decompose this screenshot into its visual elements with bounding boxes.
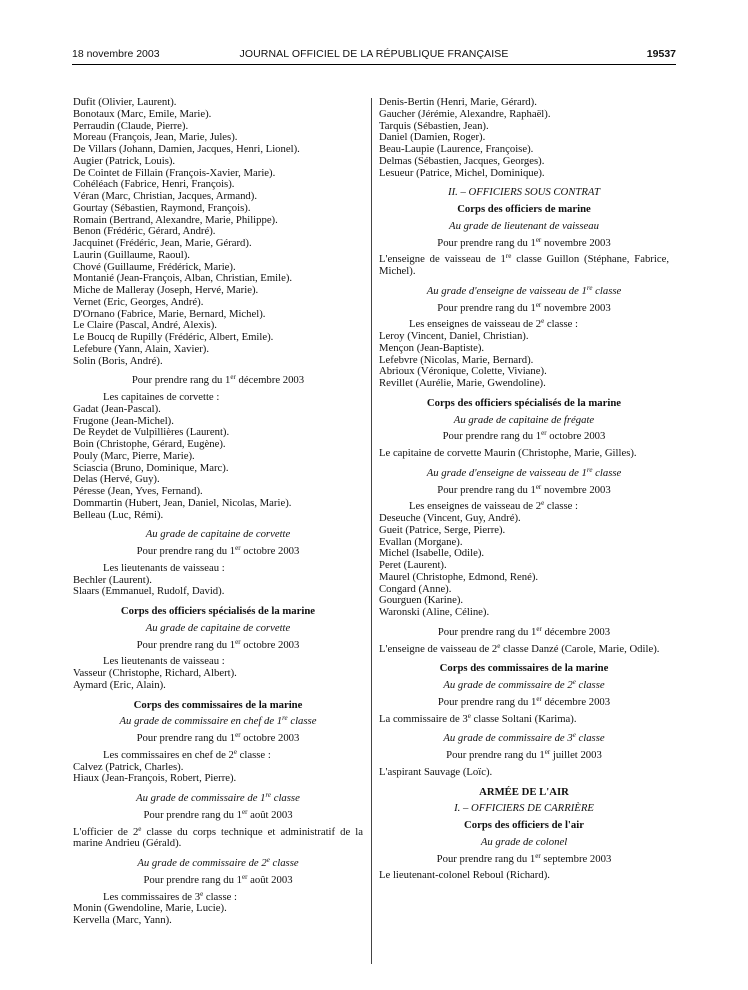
left-column: [73, 97, 363, 927]
grade-heading: [379, 465, 669, 480]
text-segment: Pour prendre rang du 1: [446, 749, 545, 761]
text-segment: Pour prendre rang du 1: [131, 374, 231, 387]
text-segment: Pour prendre rang du 1: [437, 301, 536, 314]
text-segment: classe: [575, 679, 605, 691]
issue-date: 18 novembre 2003: [72, 48, 160, 60]
text-segment: Pour prendre rang du 1: [136, 545, 236, 557]
name-list: [73, 404, 363, 522]
name-list: [73, 97, 363, 367]
text-segment: août 2003: [247, 808, 293, 821]
page-header: [72, 48, 676, 64]
text-segment: décembre 2003: [541, 695, 611, 708]
name-list: [379, 331, 669, 390]
text-segment: classe: [575, 732, 605, 745]
text-segment: septembre 2003: [540, 852, 612, 865]
column-divider: [371, 98, 372, 964]
promotion-entry: Le capitaine de corvette Maurin (Christophe, Marie, Gilles).: [379, 447, 637, 459]
list-item: Evallan (Morgane).: [379, 535, 463, 548]
list-item: Vasseur (Christophe, Richard, Albert).: [73, 667, 237, 679]
ordinal-superscript: er: [535, 851, 541, 860]
text-segment: Pour prendre rang du 1: [136, 732, 236, 744]
rank-date-line: [73, 637, 363, 652]
grade-heading: [379, 733, 669, 745]
list-item: Boin (Christophe, Gérard, Eugène).: [73, 438, 226, 450]
ordinal-superscript: e: [467, 711, 471, 720]
corps-heading: Corps des officiers de marine: [457, 203, 591, 215]
journal-title: JOURNAL OFFICIEL DE LA RÉPUBLIQUE FRANÇAISE: [239, 48, 509, 60]
list-item: Montanié (Jean-François, Alban, Christian, Emile).: [73, 272, 293, 285]
name-list: [379, 97, 669, 179]
rank-date-line: [379, 851, 669, 866]
list-item: Aymard (Eric, Alain).: [73, 678, 166, 691]
text-segment: Pour prendre rang du 1: [143, 873, 242, 886]
name-list: [73, 903, 363, 927]
list-item: Congard (Anne).: [379, 582, 452, 595]
text-segment: classe Danzé (Carole, Marie, Odile).: [500, 642, 660, 655]
text-segment: Au grade de commissaire de 2: [137, 857, 267, 869]
text-segment: Au grade de commissaire de 2: [443, 679, 573, 691]
list-item: Maurel (Christophe, Edmond, René).: [379, 570, 539, 583]
group-label: Les lieutenants de vaisseau :: [103, 561, 225, 574]
list-item: Cohéléach (Fabrice, Henri, François).: [73, 178, 235, 191]
ordinal-superscript: er: [536, 694, 542, 703]
grade-heading: Au grade de colonel: [480, 835, 568, 848]
list-item: Peret (Laurent).: [379, 559, 447, 571]
list-item: Romain (Bertrand, Alexandre, Marie, Philippe).: [73, 213, 278, 226]
corps-heading: Corps des officiers spécialisés de la marine: [426, 396, 622, 409]
text-segment: classe :: [236, 748, 271, 761]
grade-heading: [73, 793, 363, 805]
name-list: [73, 762, 363, 786]
text-segment: Pour prendre rang du 1: [437, 625, 537, 638]
corps-heading: Corps des officiers de l'air: [464, 819, 584, 831]
text-segment: classe :: [544, 318, 579, 331]
text-segment: Pour prendre rang du 1: [437, 236, 536, 249]
ordinal-superscript: er: [235, 637, 241, 646]
grade-heading: Au grade de lieutenant de vaisseau: [449, 219, 599, 232]
promotion-entry: [379, 711, 669, 726]
text-segment: classe Guillon (Stéphane, Fabrice, Michel).: [379, 253, 669, 277]
promotion-entry: [379, 641, 669, 656]
text-segment: classe du corps technique et administratif de la marine Andrieu (Gérald).: [73, 825, 364, 850]
text-segment: décembre 2003: [541, 625, 611, 638]
list-item: Lesueur (Patrice, Michel, Dominique).: [379, 166, 545, 179]
list-item: Daniel (Damien, Roger).: [379, 131, 486, 144]
ordinal-superscript: re: [282, 714, 288, 723]
rank-date-line: [379, 482, 669, 497]
ordinal-superscript: re: [505, 252, 512, 261]
ordinal-superscript: e: [572, 678, 576, 686]
text-segment: Au grade d'enseigne de vaisseau de 1: [426, 284, 587, 297]
ordinal-superscript: e: [541, 317, 545, 326]
page-number: 19537: [646, 48, 676, 60]
list-item: Benon (Frédéric, Gérard, André).: [73, 225, 216, 238]
corps-heading: Corps des commissaires de la marine: [439, 662, 609, 675]
list-item: Bechler (Laurent).: [73, 573, 152, 586]
list-item: Dufit (Olivier, Laurent).: [73, 96, 177, 108]
corps-heading: Corps des officiers spécialisés de la marine: [120, 605, 316, 617]
ordinal-superscript: er: [230, 373, 236, 382]
text-segment: Les commissaires de 3: [103, 890, 201, 903]
text-segment: Les enseignes de vaisseau de 2: [409, 318, 542, 331]
text-segment: classe: [592, 284, 622, 297]
ordinal-superscript: e: [138, 824, 142, 833]
text-segment: Au grade de commissaire de 1: [136, 792, 266, 804]
rank-date-line: [73, 546, 363, 558]
text-segment: classe :: [544, 500, 579, 513]
list-item: Bonotaux (Marc, Emile, Marie).: [73, 107, 212, 120]
right-column: [379, 97, 669, 882]
list-item: Revillet (Aurélie, Marie, Gwendoline).: [379, 377, 546, 389]
rank-date-line: [379, 750, 669, 762]
promotion-entry: L'aspirant Sauvage (Loïc).: [379, 765, 493, 778]
text-segment: octobre 2003: [546, 430, 606, 443]
list-item: Lefebure (Yann, Alain, Xavier).: [73, 342, 210, 355]
list-item: Gaucher (Jérémie, Alexandre, Raphaël).: [379, 107, 551, 120]
text-segment: Pour prendre rang du 1: [442, 430, 542, 443]
list-item: Belleau (Luc, Rémi).: [73, 508, 164, 521]
list-item: Gadat (Jean-Pascal).: [73, 402, 161, 415]
rank-date-line: [379, 624, 669, 639]
ordinal-superscript: er: [241, 807, 248, 816]
list-item: De Villars (Johann, Damien, Jacques, Henri, Lionel).: [73, 143, 300, 155]
rank-date-line: [379, 694, 669, 709]
text-segment: octobre 2003: [240, 545, 300, 557]
list-item: Delas (Hervé, Guy).: [73, 473, 160, 486]
text-segment: classe Soltani (Karima).: [470, 712, 577, 725]
ordinal-superscript: er: [541, 429, 547, 438]
ordinal-superscript: er: [535, 235, 542, 244]
text-segment: Pour prendre rang du 1: [436, 852, 536, 865]
text-segment: Pour prendre rang du 1: [437, 483, 536, 496]
list-item: Sciascia (Bruno, Dominique, Marc).: [73, 461, 229, 474]
text-segment: L'enseigne de vaisseau de 2: [379, 642, 498, 655]
text-segment: La commissaire de 3: [379, 712, 468, 725]
grade-heading: [73, 716, 363, 728]
text-segment: L'officier de 2: [73, 825, 139, 838]
ordinal-superscript: er: [544, 748, 551, 756]
promotion-entry: Le lieutenant-colonel Reboul (Richard).: [379, 869, 550, 882]
list-item: Pouly (Marc, Pierre, Marie).: [73, 449, 195, 462]
ordinal-superscript: er: [235, 731, 241, 739]
list-item: Monin (Gwendoline, Marie, Lucie).: [73, 902, 227, 915]
list-item: Slaars (Emmanuel, Rudolf, David).: [73, 585, 225, 598]
list-item: Deseuche (Vincent, Guy, André).: [379, 512, 521, 524]
text-segment: novembre 2003: [541, 236, 611, 249]
list-item: De Cointet de Fillain (François-Xavier, Marie).: [73, 166, 276, 179]
text-segment: classe :: [203, 890, 238, 903]
list-item: Calvez (Patrick, Charles).: [73, 760, 184, 773]
list-item: Augier (Patrick, Louis).: [73, 154, 176, 167]
group-label: Les lieutenants de vaisseau :: [103, 655, 225, 668]
list-item: Denis-Bertin (Henri, Marie, Gérard).: [379, 96, 537, 108]
list-item: Kervella (Marc, Yann).: [73, 914, 172, 926]
list-item: Véran (Marc, Christian, Jacques, Armand).: [73, 190, 258, 202]
ordinal-superscript: er: [241, 872, 248, 881]
rank-date-line: [73, 872, 363, 887]
name-list: [379, 513, 669, 619]
grade-heading: Au grade de capitaine de corvette: [145, 528, 291, 541]
list-item: Péresse (Jean, Yves, Fernand).: [73, 485, 203, 497]
section-heading: I. – OFFICIERS DE CARRIÈRE: [454, 802, 594, 815]
list-item: Miche de Malleray (Joseph, Hervé, Marie).: [73, 284, 259, 296]
list-item: Lefebvre (Nicolas, Marie, Bernard).: [379, 353, 534, 366]
text-segment: classe: [592, 466, 622, 479]
section-heading: II. – OFFICIERS SOUS CONTRAT: [448, 186, 600, 199]
grade-heading: [379, 283, 669, 298]
rank-date-line: [379, 431, 669, 443]
text-segment: Au grade de commissaire en chef de 1: [119, 715, 283, 728]
group-label: Les capitaines de corvette :: [103, 391, 220, 403]
list-item: Tarquis (Sébastien, Jean).: [379, 119, 489, 132]
header-rule: [72, 64, 676, 65]
list-item: Michel (Isabelle, Odile).: [379, 547, 485, 560]
list-item: Perraudin (Claude, Pierre).: [73, 119, 189, 132]
promotion-entry: [73, 824, 364, 851]
rank-date-line: [73, 807, 363, 822]
text-segment: décembre 2003: [235, 374, 305, 387]
ordinal-superscript: re: [586, 465, 593, 474]
ordinal-superscript: er: [535, 482, 542, 491]
rank-date-line: [73, 375, 363, 387]
promotion-entry: [379, 254, 669, 278]
text-segment: Au grade de commissaire de 3: [443, 732, 573, 745]
name-list: [73, 575, 363, 599]
text-segment: Pour prendre rang du 1: [143, 808, 242, 821]
name-list: [73, 668, 363, 692]
text-segment: octobre 2003: [240, 732, 300, 744]
list-item: Frugone (Jean-Michel).: [73, 414, 174, 427]
ordinal-superscript: re: [265, 791, 272, 799]
text-segment: classe: [287, 715, 317, 728]
list-item: Laurin (Guillaume, Raoul).: [73, 248, 190, 261]
text-segment: classe: [271, 792, 300, 804]
ordinal-superscript: e: [541, 499, 545, 508]
list-item: Waronski (Aline, Céline).: [379, 606, 490, 618]
list-item: Le Claire (Pascal, André, Alexis).: [73, 319, 217, 332]
text-segment: juillet 2003: [550, 749, 602, 761]
list-item: Gueit (Patrice, Serge, Pierre).: [379, 523, 506, 536]
ordinal-superscript: er: [536, 624, 542, 633]
ordinal-superscript: e: [497, 641, 501, 650]
rank-date-line: [379, 300, 669, 315]
list-item: Jacquinet (Frédéric, Jean, Marie, Gérard).: [73, 237, 252, 249]
list-item: Beau-Laupie (Laurence, Françoise).: [379, 143, 534, 155]
branch-heading: ARMÉE DE L'AIR: [479, 785, 569, 798]
group-label: [73, 747, 363, 762]
ordinal-superscript: er: [235, 544, 241, 552]
text-segment: août 2003: [247, 873, 293, 886]
list-item: Mençon (Jean-Baptiste).: [379, 341, 485, 354]
list-item: Dommartin (Hubert, Jean, Daniel, Nicolas, Marie).: [73, 496, 292, 509]
text-segment: classe: [269, 857, 299, 869]
text-segment: novembre 2003: [541, 483, 611, 496]
ordinal-superscript: re: [586, 283, 593, 292]
rank-date-line: [379, 235, 669, 250]
list-item: Delmas (Sébastien, Jacques, Georges).: [379, 154, 545, 167]
text-segment: octobre 2003: [240, 638, 300, 651]
list-item: Chové (Guillaume, Frédérick, Marie).: [73, 260, 236, 273]
grade-heading: Au grade de capitaine de corvette: [145, 621, 291, 634]
list-item: Gourguen (Karine).: [379, 594, 464, 607]
list-item: Leroy (Vincent, Daniel, Christian).: [379, 330, 529, 342]
corps-heading: Corps des commissaires de la marine: [133, 698, 303, 711]
ordinal-superscript: e: [572, 731, 576, 740]
text-segment: Les commissaires en chef de 2: [103, 748, 234, 761]
text-segment: Au grade d'enseigne de vaisseau de 1: [426, 466, 587, 479]
list-item: Gourtay (Sébastien, Raymond, François).: [73, 201, 251, 214]
ordinal-superscript: e: [233, 747, 237, 756]
grade-heading: Au grade de capitaine de frégate: [453, 413, 595, 426]
text-segment: L'enseigne de vaisseau de 1: [379, 253, 506, 266]
ordinal-superscript: er: [535, 300, 542, 309]
ordinal-superscript: e: [200, 889, 204, 898]
list-item: De Reydet de Vulpillières (Laurent).: [73, 426, 230, 439]
text-segment: Pour prendre rang du 1: [437, 695, 537, 708]
rank-date-line: [73, 733, 363, 745]
list-item: D'Ornano (Fabrice, Marie, Bernard, Michel).: [73, 307, 266, 320]
list-item: Hiaux (Jean-François, Robert, Pierre).: [73, 772, 237, 785]
list-item: Moreau (François, Jean, Marie, Jules).: [73, 131, 238, 144]
list-item: Le Boucq de Rupilly (Frédéric, Albert, Emile).: [73, 331, 274, 343]
grade-heading: [73, 858, 363, 870]
text-segment: Pour prendre rang du 1: [136, 638, 236, 651]
list-item: Vernet (Eric, Georges, André).: [73, 295, 204, 308]
ordinal-superscript: e: [266, 856, 270, 864]
text-segment: Les enseignes de vaisseau de 2: [409, 500, 542, 513]
grade-heading: [379, 680, 669, 692]
text-segment: novembre 2003: [541, 301, 611, 314]
list-item: Solin (Boris, André).: [73, 354, 163, 367]
list-item: Abrioux (Véronique, Colette, Viviane).: [379, 365, 547, 378]
